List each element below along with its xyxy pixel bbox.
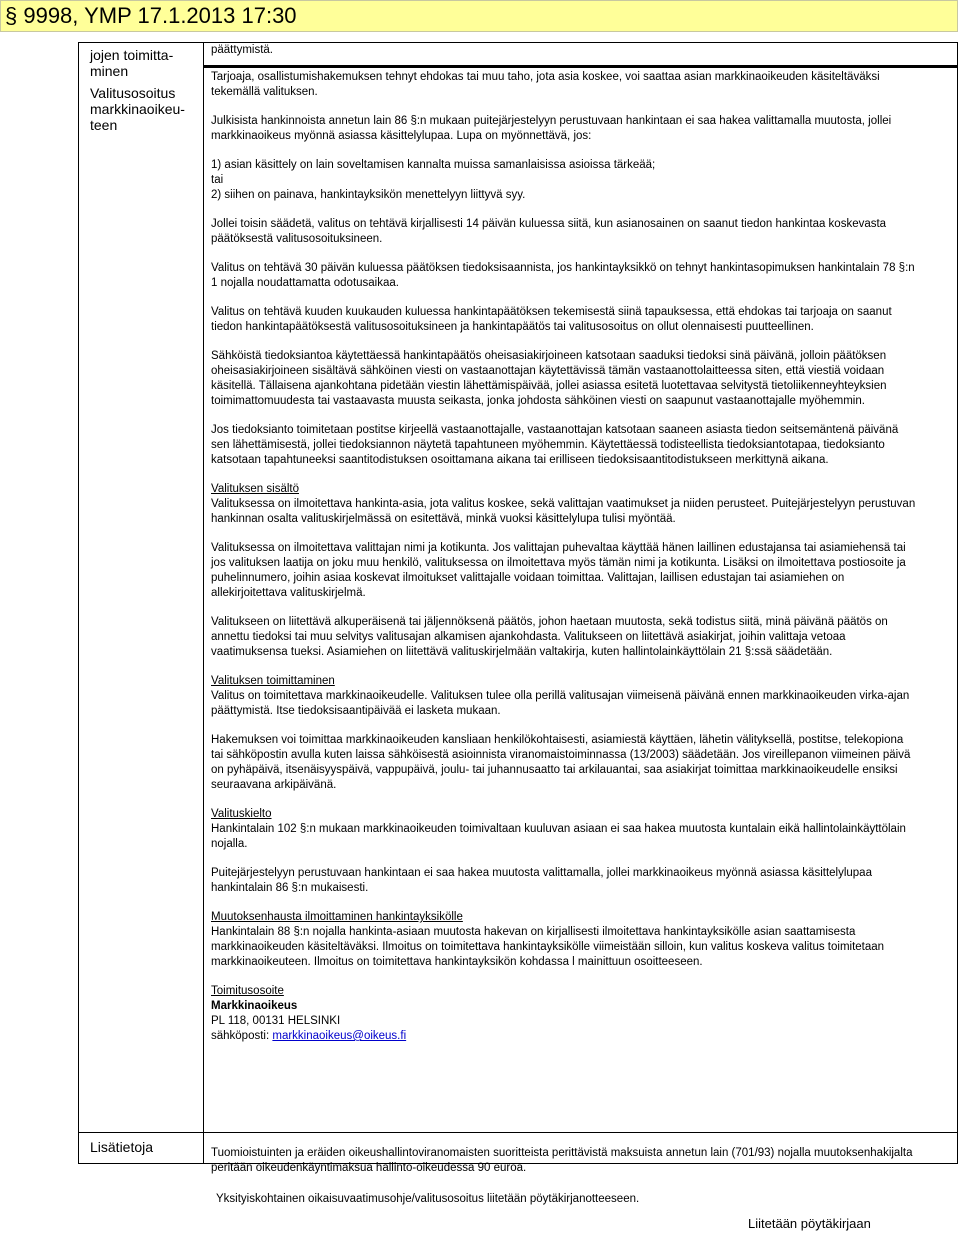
- email-link[interactable]: markkinaoikeus@oikeus.fi: [272, 1030, 407, 1042]
- list-item: 2) siihen on painava, hankintayksikön menettelyyn liittyvä syy.: [211, 189, 526, 201]
- section-rule: [78, 1132, 958, 1133]
- paragraph: Valituksessa on ilmoitettava valittajan nimi ja kotikunta. Jos valittajan puhevaltaa käyttää hänen laillinen edustajansa tai asiamiehensä tai jos valituksen laatija on joku muu henkilö, valituksessa on ilmoitettava myös tämän nimi ja kotikunta. Lisäksi on ilmoitettava postiosoite ja puhelinnumero, joihin asiaa koskevat ilmoitukset valittajalle voidaan toimittaa. Valittajan, laillisen edustajan tai asiamiehen on allekirjoitettava valituskirjelmä.: [211, 542, 906, 599]
- subheading-appeal-content: Valituksen sisältö: [211, 483, 299, 495]
- email-label: sähköposti:: [211, 1030, 273, 1042]
- subheading-appeal-delivery: Valituksen toimittaminen: [211, 675, 335, 687]
- appeal-text: [211, 43, 918, 1044]
- paragraph: Tarjoaja, osallistumishakemuksen tehnyt ehdokas tai muu taho, jota asia koskee, voi saattaa asian markkinaoikeuden käsiteltäväksi tekemällä valituksen.: [211, 71, 880, 98]
- subheading-appeal-ban: Valituskielto: [211, 808, 272, 820]
- paragraph: Hakemuksen voi toimittaa markkinaoikeuden kansliaan henkilökohtaisesti, asiamiestä käyttäen, lähetin välityksellä, postitse, telekopiona tai sähköpostin avulla kuten laissa sähköisestä asioinnista viranomaistoiminnassa (13/2003) säädetään. Jos vireillepanon viimeinen päivä on pyhäpäivä, itsenäisyyspäivä, vappupäivä, joulu- tai juhannusaatto tai arkilauantai, saa asiakirjat toimittaa markkinaoikeudelle ensiksi seuraavana arkipäivänä.: [211, 734, 911, 791]
- list-item: 1) asian käsittely on lain soveltamisen kannalta muissa samanlaisissa asioissa tärkeää;: [211, 159, 656, 171]
- email-line: [211, 1029, 918, 1044]
- fees-text: [211, 1146, 918, 1176]
- header-title: § 9998, YMP 17.1.2013 17:30: [5, 3, 297, 28]
- heading-additional-info: Lisätietoja: [90, 1139, 154, 1155]
- paragraph: Hankintalain 102 §:n mukaan markkinaoikeuden toimivaltaan kuuluvan asiaan ei saa hakea muutosta kuntalain eikä hallintolainkäyttölain nojalla.: [211, 823, 906, 850]
- paragraph: Puitejärjestelyyn perustuvaan hankintaan ei saa hakea muutosta valittamalla, jollei markkinaoikeus myönnä asiassa käsittelylupaa hankintalain 86 §:n mukaisesti.: [211, 867, 872, 894]
- document-header: [0, 0, 958, 32]
- subheading-delivery-address: Toimitusosoite: [211, 985, 284, 997]
- court-name: Markkinaoikeus: [211, 1000, 298, 1012]
- paragraph: Sähköistä tiedoksiantoa käytettäessä hankintapäätös oheisasiakirjoineen katsotaan saaduksi tiedoksi sinä päivänä, jolloin päätöksen oheisasiakirjoineen sisältävä sähköinen viesti on vastaanottajan käytettävissä tämän vastaanottolaitteessa siten, että viestiä voidaan käsitellä. Tällaisena ajankohtana pidetään viestin lähettämispäivää, jollei asiassa esitetä luotettavaa selvitystä tietoliikenneyhteyksien toimimattomuudesta tai vastaavasta muusta seikasta, jonka johdosta sähköinen viesti on saapunut vastaanottajalle myöhemmin.: [211, 350, 887, 407]
- paragraph: Valitukseen on liitettävä alkuperäisenä tai jäljennöksenä päätös, johon haetaan muutosta, sekä todistus siitä, minä päivänä päätös on annettu tiedoksi tai muu selvitys valitusajan alkamisen ajankohdasta. Valitukseen on liitettävä asiakirjat, joihin valittaja vetoaa vaatimuksensa tueksi. Asiamiehen on liitettävä valituskirjelmään valtakirja, kuten hallintolainkäyttölain 21 §:ssä säädetään.: [211, 616, 888, 658]
- paragraph: Valitus on tehtävä kuuden kuukauden kuluessa hankintapäätöksen tekemisestä siinä tapauksessa, että ehdokas tai tarjoaja on saanut tiedon hankintapäätöksestä valitusosoituksineen ja hankintapäätös tai valitusosoitus on ollut olennaisesti puutteellinen.: [211, 306, 892, 333]
- appendix-label: Liitetään pöytäkirjaan: [748, 1216, 871, 1231]
- subheading-notify-unit: Muutoksenhausta ilmoittaminen hankintayksikölle: [211, 911, 463, 923]
- list-connector: tai: [211, 174, 224, 186]
- paragraph: Tuomioistuinten ja eräiden oikeushallintoviranomaisten suoritteista perittävistä maksuista annetun lain (701/93) nojalla muutoksenhakijalta peritään oikeudenkäyntimaksua hallinto-oikeudessa 90 euroa.: [211, 1147, 913, 1174]
- paragraph: Valitus on toimitettava markkinaoikeudelle. Valituksen tulee olla perillä valitusajan viimeisenä päivänä ennen markkinaoikeuden virka-ajan päättymistä. Itse tiedoksisaantipäivää ei lasketa mukaan.: [211, 690, 910, 717]
- paragraph: Valituksessa on ilmoitettava hankinta-asia, jota valitus koskee, sekä valittajan vaatimukset ja niiden perusteet. Puitejärjestelyyn perustuvan hankinnan osalta valituskirjelmässä on esitettävä, minkä vuoksi käsittelylupa tulisi myöntää.: [211, 498, 916, 525]
- heading-appeal-instructions: Valitusosoitus markkinaoikeu-teen: [90, 85, 185, 133]
- paragraph: päättymistä.: [211, 44, 273, 56]
- footer-note: Yksityiskohtainen oikaisuvaatimusohje/valitusosoitus liitetään pöytäkirjanotteeseen.: [216, 1193, 640, 1205]
- paragraph: Hankintalain 88 §:n nojalla hankinta-asiaan muutosta hakevan on kirjallisesti ilmoitettava hankintayksikölle asian saattamisesta markkinaoikeuden käsiteltäväksi. Ilmoitus on toimitettava hankintayksikölle viimeistään silloin, kun valitus koskeva valitus toimitetaan markkinaoikeuteen. Ilmoitus on toimitettava hankintayksikön kohdassa l mainittuun osoitteeseen.: [211, 926, 885, 968]
- paragraph: Jollei toisin säädetä, valitus on tehtävä kirjallisesti 14 päivän kuluessa siitä, kun asianosainen on saanut tiedon hankintaa koskevasta päätöksestä valitusosoituksineen.: [211, 218, 887, 245]
- paragraph: Jos tiedoksianto toimitetaan postitse kirjeellä vastaanottajalle, vastaanottajan katsotaan saaneen asiasta tiedon seitsemäntenä päivänä sen lähettämisestä, jollei tiedoksiannon näytetä tapahtuneen myöhemmin. Käytettäessä todisteellista tiedoksiantotapaa, tiedoksianto katsotaan tapahtuneeksi saantitodistuksen osoittamana aikana tai erilliseen tiedoksisaantitodistukseen merkittynä aikana.: [211, 424, 899, 466]
- postal-address: PL 118, 00131 HELSINKI: [211, 1015, 341, 1027]
- column-divider: [203, 42, 204, 1164]
- paragraph: Julkisista hankinnoista annetun lain 86 §:n mukaan puitejärjestelyyn perustuvaan hankintaan ei saa hakea valittamalla muutosta, jollei markkinaoikeus myönnä asiassa käsittelylupaa. Lupa on myönnettävä, jos:: [211, 115, 892, 142]
- heading-delivery: jojen toimitta-minen: [90, 47, 174, 79]
- paragraph: Valitus on tehtävä 30 päivän kuluessa päätöksen tiedoksisaannista, jos hankintayksikkö on tehnyt hankintasopimuksen hankintalain 78 §:n 1 nojalla noudattamatta odotusaikaa.: [211, 262, 915, 289]
